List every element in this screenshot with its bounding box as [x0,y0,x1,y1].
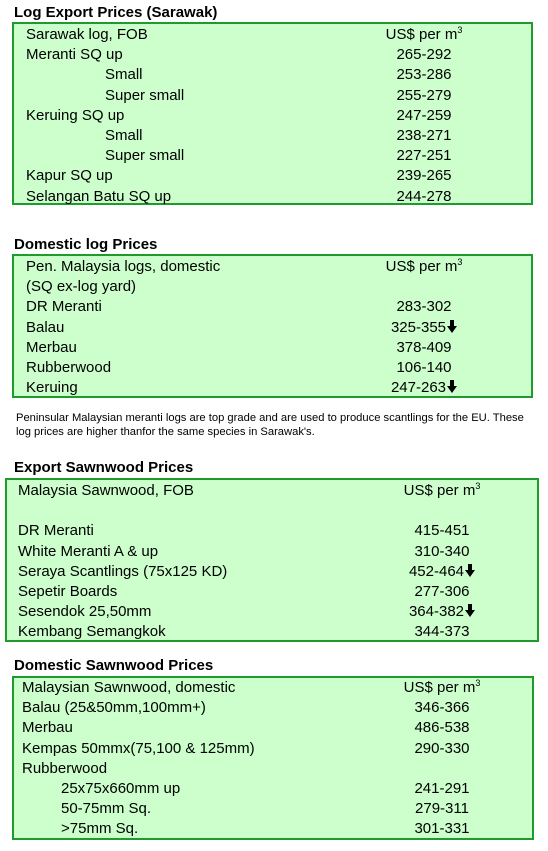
table-row [14,378,531,398]
price-value: 279-311 [415,800,469,818]
price-value: 364-382 [382,602,502,622]
product-label: Sepetir Boards [18,583,118,600]
price-value: 265-292 [396,46,452,64]
table-row [14,799,532,819]
table-row [14,338,531,358]
table-row [7,602,537,622]
price-value: 238-271 [396,127,452,144]
product-label: Keruing SQ up [26,106,125,124]
column-label: Malaysia Sawnwood, FOB [18,482,194,499]
price-table [12,676,534,840]
table-row [14,187,531,207]
product-label: Small [105,66,143,84]
price-value: 346-366 [414,699,470,717]
price-value: 106-140 [396,359,452,376]
unit-label: US$ per $m^3$ [403,678,481,696]
product-label: Merbau [26,338,77,356]
product-label: Super small [105,86,185,104]
price-value: 247-263 [364,378,484,398]
price-value: 227-251 [396,147,452,165]
table-row [14,297,531,317]
table-row [7,562,537,582]
table-row [14,65,531,85]
down-arrow-icon [447,320,457,333]
table-row [14,86,531,106]
product-label: Merbau [22,719,73,737]
table-header-row [14,25,531,45]
table-row [14,358,531,378]
unit-exponent: 3 [457,25,463,35]
down-arrow-icon [447,380,457,393]
price-value: 244-278 [396,187,452,205]
price-value: 277-306 [414,583,470,600]
product-label: Rubberwood [22,759,108,777]
product-label: 50-75mm Sq. [61,800,152,818]
unit-label: US$ per $m^3$ [385,257,463,275]
table-row [14,277,531,297]
section-title: Domestic Sawnwood Prices [14,657,214,674]
price-value: 452-464 [382,562,502,582]
product-label: 25x75x660mm up [61,780,181,797]
product-label: DR Meranti [26,298,102,316]
price-value: 415-451 [414,522,470,540]
price-value: 283-302 [396,298,452,316]
table-row [14,146,531,166]
table-row [14,739,532,759]
product-label: Small [105,127,143,144]
table-row [14,45,531,65]
product-label: Balau [26,318,65,336]
table-row [14,718,532,738]
section-title: Export Sawnwood Prices [14,459,194,476]
price-table [12,254,533,398]
down-arrow-icon [465,564,475,577]
product-label: Kapur SQ up [26,167,113,185]
product-label: Kembang Semangkok [18,623,166,641]
product-label: Seraya Scantlings (75x125 KD) [18,562,228,580]
price-table [5,478,539,642]
price-value: 310-340 [414,542,470,560]
price-table [12,22,533,205]
product-label: Meranti SQ up [26,46,123,64]
table-header-row [7,481,537,501]
table-row [7,582,537,602]
price-value: 241-291 [414,780,470,797]
unit-exponent: 3 [457,257,463,267]
table-header-row [14,257,531,277]
product-label: White Meranti A & up [18,542,159,560]
table-row [14,106,531,126]
down-arrow-icon [465,604,475,617]
price-value: 325-355 [364,318,484,338]
product-label: Super small [105,147,185,165]
price-value: 378-409 [396,338,452,356]
product-label: Sesendok 25,50mm [18,603,152,621]
price-value: 255-279 [396,86,452,104]
price-value: 344-373 [414,623,470,641]
product-label: Keruing [26,379,78,397]
table-row [14,698,532,718]
column-label: Sarawak log, FOB [26,26,148,43]
product-label: Kempas 50mmx(75,100 & 125mm) [22,739,255,757]
price-value: 239-265 [396,167,452,185]
price-value: 486-538 [414,719,470,737]
unit-label: US$ per $m^3$ [403,481,481,499]
product-label: (SQ ex-log yard) [26,278,137,296]
table-row [7,542,537,562]
table-row [14,166,531,186]
price-value: 290-330 [414,739,470,757]
price-value: 253-286 [396,66,452,84]
price-value: 301-331 [414,820,470,838]
table-row [7,622,537,642]
table-row [14,318,531,338]
unit-exponent: 3 [475,481,481,491]
column-label: Malaysian Sawnwood, domestic [22,679,236,696]
product-label: Selangan Batu SQ up [26,187,172,205]
note-paragraph: Peninsular Malaysian meranti logs are top grade and are used to produce scantlings for the EU. These log prices are higher thanfor the same species in Sarawak's. [16,412,524,438]
section-title: Log Export Prices (Sarawak) [14,4,218,21]
table-row [7,501,537,521]
product-label: >75mm Sq. [61,820,139,838]
price-value: 247-259 [396,106,452,124]
table-header-row [14,678,532,698]
unit-exponent: 3 [475,678,481,688]
column-label: Pen. Malaysia logs, domestic [26,258,221,275]
table-row [14,759,532,779]
product-label: Balau (25&50mm,100mm+) [22,699,206,717]
unit-label: US$ per $m^3$ [385,25,463,43]
table-row [14,819,532,839]
product-label: Rubberwood [26,359,112,376]
table-row [14,779,532,799]
product-label: DR Meranti [18,522,94,540]
table-row [7,521,537,541]
section-title: Domestic log Prices [14,236,158,253]
table-row [14,126,531,146]
